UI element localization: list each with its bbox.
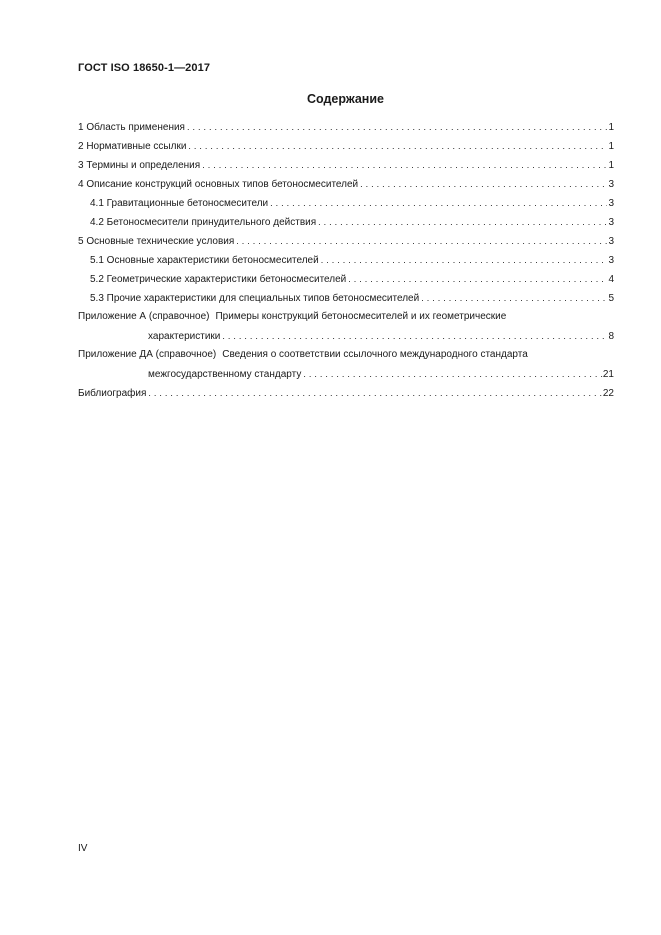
appendix-title-line2: межгосударственному стандарту <box>148 369 302 380</box>
toc-leader-dots <box>360 178 607 190</box>
toc-leader-dots <box>318 216 607 228</box>
toc-entry-label: 1 Область применения <box>78 122 185 133</box>
toc-leader-dots <box>222 330 608 342</box>
toc-entry-label: 5.3 Прочие характеристики для специальных типов бетоносмесителей <box>90 293 420 304</box>
toc-entry[interactable] <box>78 159 614 178</box>
appendix-continuation <box>78 330 614 349</box>
toc-entry-label: 3 Термины и определения <box>78 160 201 171</box>
toc-entry-page: 1 <box>608 122 614 133</box>
toc-leader-dots <box>236 235 607 247</box>
toc-entry-page: 3 <box>608 236 614 247</box>
toc-entry-page: 1 <box>608 141 614 152</box>
toc-bibliography[interactable] <box>78 387 614 406</box>
toc-leader-dots <box>303 368 603 380</box>
toc-leader-dots <box>321 254 608 266</box>
toc-entry-page: 1 <box>608 160 614 171</box>
toc-entry[interactable] <box>78 140 614 159</box>
toc-entry-label: 5.2 Геометрические характеристики бетоносмесителей <box>90 274 347 285</box>
toc-entry-label: Библиография <box>78 388 147 399</box>
toc-entry-page: 8 <box>608 331 614 342</box>
toc-entry-page: 22 <box>602 388 614 399</box>
toc-entry-label: 2 Нормативные ссылки <box>78 141 187 152</box>
toc-subentry[interactable] <box>78 197 614 216</box>
toc-entry-page: 5 <box>608 293 614 304</box>
toc-appendix-a[interactable] <box>78 311 614 349</box>
appendix-title-line1: Сведения о соответствии ссылочного международного стандарта <box>222 349 528 360</box>
toc-entry-label: 5 Основные технические условия <box>78 236 235 247</box>
toc-leader-dots <box>188 140 607 152</box>
toc-title <box>0 92 661 106</box>
appendix-continuation <box>78 368 614 387</box>
appendix-heading <box>78 311 614 330</box>
page-number: IV <box>78 843 88 854</box>
toc-entry-label: 4 Описание конструкций основных типов бетоносмесителей <box>78 179 359 190</box>
toc-subentry[interactable] <box>78 216 614 235</box>
toc-title-text: Содержание <box>306 92 384 106</box>
toc-entry-page: 3 <box>608 179 614 190</box>
table-of-contents <box>78 121 614 406</box>
toc-entry[interactable] <box>78 178 614 197</box>
appendix-title-line2: характеристики <box>148 331 221 342</box>
appendix-prefix: Приложение А (справочное) <box>78 311 210 322</box>
toc-leader-dots <box>202 159 607 171</box>
toc-entry[interactable] <box>78 121 614 140</box>
toc-entry-label: 5.1 Основные характеристики бетоносмесителей <box>90 255 319 266</box>
toc-leader-dots <box>348 273 607 285</box>
toc-leader-dots <box>187 121 607 133</box>
toc-leader-dots <box>421 292 607 304</box>
toc-entry-page: 21 <box>602 369 614 380</box>
toc-entry-label: 4.1 Гравитационные бетоносмесители <box>90 198 269 209</box>
toc-entry-page: 3 <box>608 198 614 209</box>
appendix-title-line1: Примеры конструкций бетоносмесителей и их геометрические <box>215 311 507 322</box>
toc-entry[interactable] <box>78 235 614 254</box>
toc-entry-page: 3 <box>608 255 614 266</box>
toc-leader-dots <box>148 387 601 399</box>
toc-subentry[interactable] <box>78 292 614 311</box>
toc-leader-dots <box>270 197 607 209</box>
document-code: ГОСТ ISO 18650-1—2017 <box>78 62 211 74</box>
appendix-prefix: Приложение ДА (справочное) <box>78 349 217 360</box>
toc-subentry[interactable] <box>78 254 614 273</box>
toc-entry-page: 3 <box>608 217 614 228</box>
toc-appendix-da[interactable] <box>78 349 614 387</box>
toc-entry-page: 4 <box>608 274 614 285</box>
appendix-heading <box>78 349 614 368</box>
toc-subentry[interactable] <box>78 273 614 292</box>
toc-entry-label: 4.2 Бетоносмесители принудительного действия <box>90 217 317 228</box>
